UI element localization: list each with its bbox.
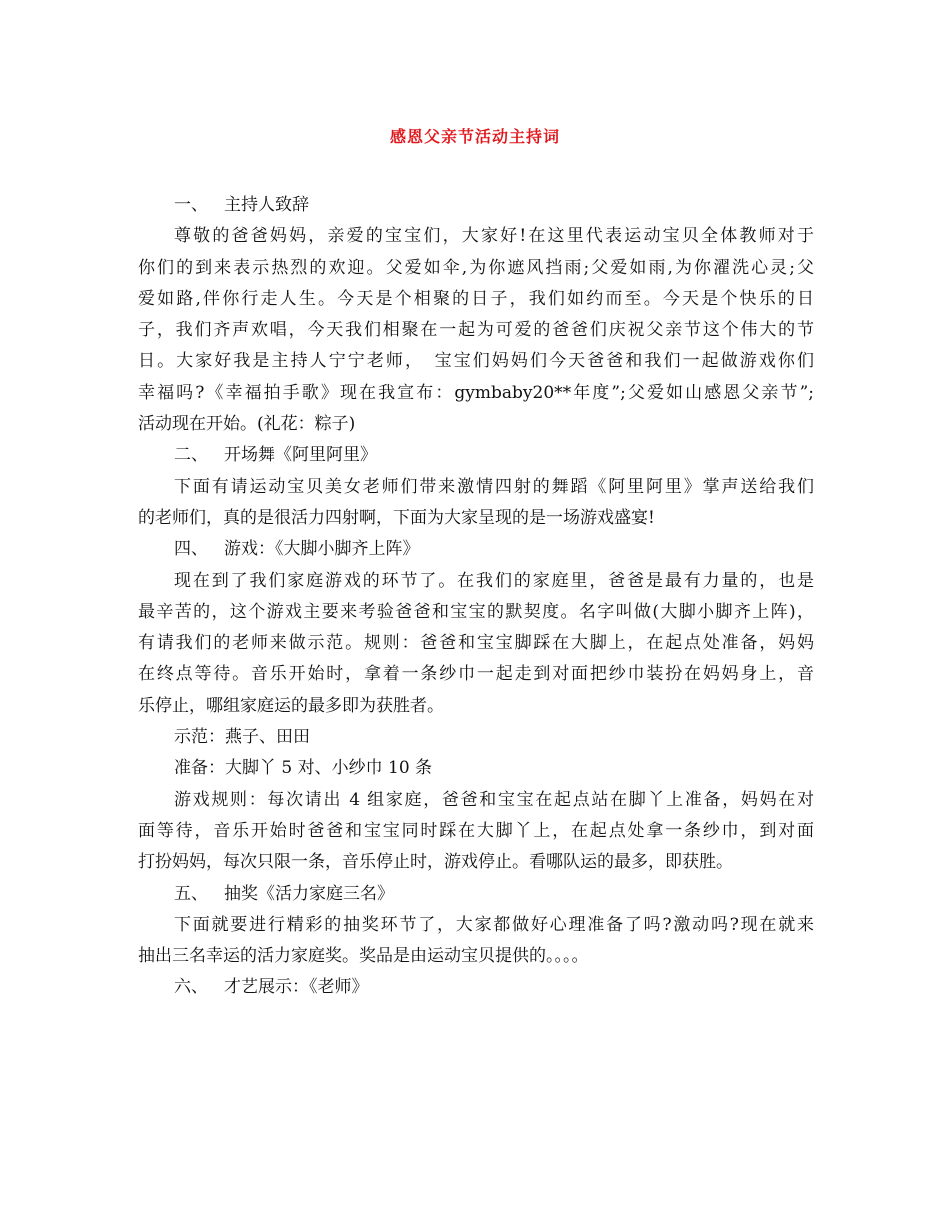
document-title: 感恩父亲节活动主持词 xyxy=(389,127,560,146)
section-heading-number: 一、 xyxy=(174,195,208,215)
paragraph-line: 在终点等待。音乐开始时，拿着一条纱巾一起走到对面把纱巾装扮在妈妈身上，音 xyxy=(138,664,814,685)
section-heading-text: 主持人致辞 xyxy=(224,195,309,215)
paragraph-line: 子，我们齐声欢唱，今天我们相聚在一起为可爱的爸爸们庆祝父亲节这个伟大的节 xyxy=(138,320,814,341)
document-body xyxy=(138,190,814,1004)
section-heading xyxy=(138,440,814,471)
paragraph-line: 爱如路,伴你行走人生。今天是个相聚的日子，我们如约而至。今天是个快乐的日 xyxy=(138,288,814,309)
paragraph-line: 下面有请运动宝贝美女老师们带来激情四射的舞蹈《阿里阿里》掌声送给我们 xyxy=(174,476,814,497)
paragraph-line: 现在到了我们家庭游戏的环节了。在我们的家庭里，爸爸是最有力量的，也是 xyxy=(174,570,814,591)
paragraph-line: 最辛苦的，这个游戏主要来考验爸爸和宝宝的默契度。名字叫做(大脚小脚齐上阵)， xyxy=(138,601,814,622)
paragraph-line: 的老师们，真的是很活力四射啊，下面为大家呈现的是一场游戏盛宴! xyxy=(138,507,655,528)
paragraph-line: 尊敬的爸爸妈妈，亲爱的宝宝们，大家好!在这里代表运动宝贝全体教师对于 xyxy=(174,226,814,247)
paragraph-line: 打扮妈妈，每次只限一条，音乐停止时，游戏停止。看哪队运的最多，即获胜。 xyxy=(138,852,733,873)
paragraph-line: 示范：燕子、田田 xyxy=(174,727,310,748)
section-heading-text: 游戏：《大脚小脚齐上阵》 xyxy=(224,539,420,560)
section-heading-text: 才艺展示：《老师》 xyxy=(224,977,369,998)
section-heading xyxy=(138,972,814,1003)
paragraph-line: 幸福吗?《幸福拍手歌》现在我宣布：gymbaby20**年度”;父爱如山感恩父亲节”; xyxy=(138,382,814,403)
section-heading-text: 开场舞《阿里阿里》 xyxy=(224,445,377,466)
section-heading-number: 四、 xyxy=(174,539,208,560)
paragraph-line: 活动现在开始。(礼花：粽子) xyxy=(138,414,356,435)
paragraph-line: 游戏规则：每次请出 4 组家庭，爸爸和宝宝在起点站在脚丫上准备，妈妈在对 xyxy=(174,789,814,810)
section-heading xyxy=(138,534,814,565)
section-heading-number: 五、 xyxy=(174,883,208,904)
paragraph-line: 乐停止，哪组家庭运的最多即为获胜者。 xyxy=(138,695,444,716)
section-heading-text: 抽奖《活力家庭三名》 xyxy=(224,883,394,904)
section-heading-number: 二、 xyxy=(174,445,208,466)
paragraph-line: 抽出三名幸运的活力家庭奖。奖品是由运动宝贝提供的。。。。 xyxy=(138,946,589,967)
paragraph-line: 有请我们的老师来做示范。规则：爸爸和宝宝脚踩在大脚上，在起点处准备，妈妈 xyxy=(138,633,814,654)
section-heading-number: 六、 xyxy=(174,977,208,998)
section-heading xyxy=(138,879,814,910)
section-heading xyxy=(138,190,814,221)
paragraph-line: 日。大家好我是主持人宁宁老师， 宝宝们妈妈们今天爸爸和我们一起做游戏你们 xyxy=(138,351,814,372)
paragraph-line: 你们的到来表示热烈的欢迎。父爱如伞,为你遮风挡雨;父爱如雨,为你濯洗心灵;父 xyxy=(138,257,814,278)
paragraph-line: 下面就要进行精彩的抽奖环节了，大家都做好心理准备了吗?激动吗?现在就来 xyxy=(174,914,814,935)
paragraph-line: 面等待，音乐开始时爸爸和宝宝同时踩在大脚丫上，在起点处拿一条纱巾，到对面 xyxy=(138,820,814,841)
paragraph-line: 准备：大脚丫 5 对、小纱巾 10 条 xyxy=(174,758,433,779)
